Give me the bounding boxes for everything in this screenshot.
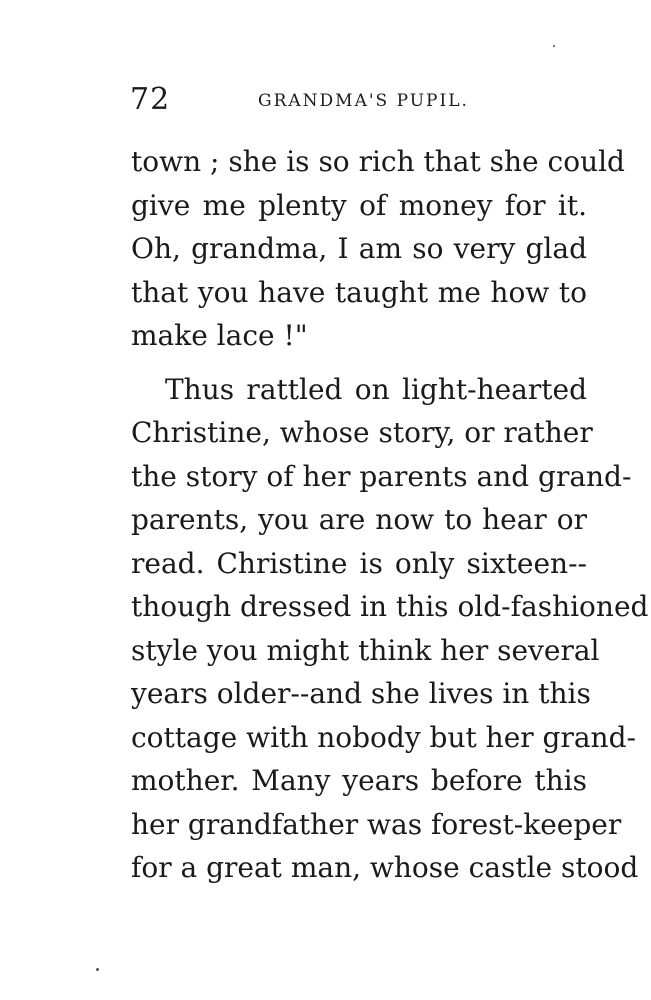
paragraph (131, 140, 625, 358)
text-line: that you have taught me how to (131, 275, 587, 309)
text-line: for a great man, whose castle stood (131, 851, 639, 884)
paper-speck (96, 968, 99, 971)
paper-speck (553, 45, 555, 47)
page-header (130, 80, 590, 120)
running-head: GRANDMA'S PUPIL. (258, 91, 469, 111)
text-line: years older--and she lives in this (131, 677, 591, 710)
text-line: though dressed in this old-fashioned (131, 590, 649, 623)
page-number: 72 (130, 82, 171, 117)
body-text (131, 140, 649, 890)
text-line: Thus rattled on light-hearted (165, 372, 587, 406)
text-line: style you might think her several (131, 633, 600, 667)
text-line: make lace !" (131, 319, 308, 352)
paragraph (131, 368, 649, 890)
text-line: Oh, grandma, I am so very glad (131, 232, 587, 265)
text-line: her grandfather was forest-keeper (131, 807, 622, 841)
text-line: parents, you are now to hear or (131, 503, 587, 536)
text-line: cottage with nobody but her grand- (131, 720, 636, 754)
text-line: mother. Many years before this (131, 764, 587, 797)
text-line: the story of her parents and grand- (131, 459, 632, 493)
text-line: give me plenty of money for it. (131, 188, 587, 222)
text-line: town ; she is so rich that she could (131, 145, 625, 178)
text-line: read. Christine is only sixteen-- (131, 546, 587, 580)
text-line: Christine, whose story, or rather (131, 416, 593, 449)
